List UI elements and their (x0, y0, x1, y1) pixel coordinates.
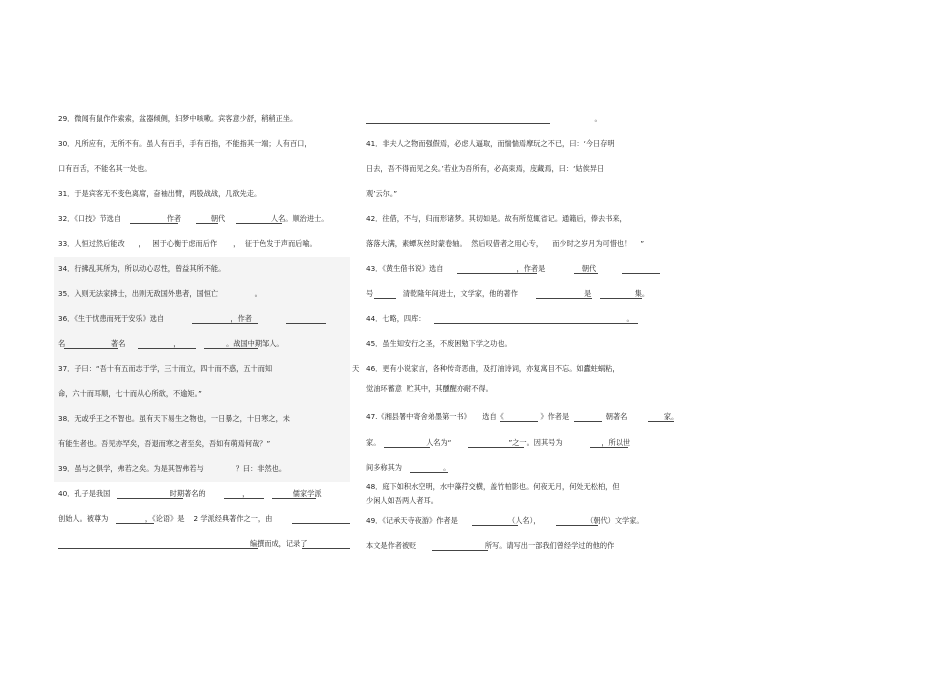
question-37-line2: 命，六十而耳顺，七十而从心所欲，不逾矩。” (58, 389, 202, 398)
question-47-line3: 间多称其为 。 (366, 463, 451, 472)
question-48-line1: 48．庭下如积水空明，水中藻荇交横，盖竹柏影也。何夜无月，何处无松柏，但 (366, 482, 620, 491)
blank-36d[interactable] (138, 348, 196, 349)
blank-36c[interactable] (64, 348, 118, 349)
question-49-line2: 本文是作者被贬 所写。请写出一部我们曾经学过的他的作 (366, 541, 615, 550)
question-29: 29．微闻有鼠作作索索，盆器倾侧，妇梦中咳嗽。宾客意少舒，稍稍正坐。 (58, 114, 298, 123)
question-40-line3: 编撰而成，记录了 (58, 539, 308, 548)
blank-47e[interactable] (468, 447, 524, 448)
blank-44[interactable] (434, 323, 638, 324)
question-33: 33．人恒过然后能改 ， 困于心衡于虑而后作 ， 征于色发于声而后喻。 (58, 239, 317, 248)
question-47-line1: 47.《湘县署中寄舍弟墨第一书》 选自《 》作者是 朝著名 家。 (366, 412, 679, 421)
question-41-line1: 41．非夫人之物而强假焉，必虑人逼取，而惴惴焉摩玩之不已，曰：‘今日存明 (366, 139, 615, 148)
question-32: 32．《口技》节选自 作者 朝代 人名。顺治进士。 (58, 214, 329, 223)
blank-40b[interactable] (224, 498, 264, 499)
question-46-line2: 觉油环蓄意 贮其中，其醺醒亦耐不得。 (366, 384, 493, 393)
question-43-line2: 号 清乾隆年间进士，文学家，他的著作 是 集。 (366, 289, 650, 298)
question-49-line1: 49．《记承天寺夜游》作者是 （人名）， （朝代）文学家。 (366, 516, 644, 525)
question-46-line1: 46．更有小说家言，各种传奇恶曲，及打油诗词，亦复寓目不忘。如蠹蛀蜗粘， (366, 364, 620, 373)
blank-32b[interactable] (196, 223, 218, 224)
question-41-line3: 观’云尔。” (366, 189, 398, 198)
question-48-line2: 少闲人如吾两人者耳。 (366, 496, 438, 505)
question-36-line1: 36．《生于忧患而死于安乐》选自 ，作者 (58, 314, 252, 323)
blank-36a[interactable] (192, 323, 258, 324)
blank-47f[interactable] (590, 447, 628, 448)
question-36-line2: 名 著名 ， 。战国中期邹人。 (58, 339, 284, 348)
blank-43e[interactable] (536, 298, 592, 299)
blank-43c[interactable] (622, 273, 660, 274)
blank-49b[interactable] (556, 525, 598, 526)
question-30-line1: 30．凡所应有，无所不有。虽人有百手，手有百指，不能指其一端；人有百口， (58, 139, 312, 148)
blank-40a[interactable] (117, 498, 183, 499)
blank-36e[interactable] (204, 348, 258, 349)
blank-43f[interactable] (600, 298, 642, 299)
blank-47c[interactable] (648, 421, 674, 422)
blank-43d[interactable] (374, 298, 396, 299)
blank-40d[interactable] (116, 523, 154, 524)
question-40-line1: 40．孔子是我国 时期著名的 ， 儒家学派 (58, 489, 322, 498)
blank-40h[interactable] (366, 123, 550, 124)
question-38-line1: 38．无或乎王之不智也。虽有天下易生之物也，一日暴之，十日寒之，未 (58, 414, 290, 423)
question-42-line1: 42．往借，不与，归而形诸梦。其切如是。故有所览辄省记。通籍后，俸去书来， (366, 214, 627, 223)
blank-49c[interactable] (432, 550, 488, 551)
question-40-continuation: 。 (366, 114, 602, 123)
blank-32a[interactable] (130, 223, 178, 224)
blank-43b[interactable] (574, 273, 598, 274)
blank-36b[interactable] (286, 323, 326, 324)
question-37-line1: 37．子曰：“吾十有五而志于学，三十而立，四十而不惑，五十而知 天 (58, 364, 360, 373)
blank-47b[interactable] (574, 421, 602, 422)
blank-49a[interactable] (472, 525, 518, 526)
blank-40e[interactable] (292, 523, 350, 524)
question-39: 39．虽与之俱学，弗若之矣。为是其智弗若与 ？曰：非然也。 (58, 464, 287, 473)
blank-47d[interactable] (384, 447, 430, 448)
blank-47a[interactable] (500, 421, 538, 422)
blank-43a[interactable] (457, 273, 537, 274)
question-43-line1: 43．《黄生借书说》选自 ，作者是 朝代 (366, 264, 597, 273)
question-42-line2: 落落大满，素蟫灰丝时蒙卷轴。 然后叹借者之用心专， 而少时之岁月为可惜也！ ” (366, 239, 645, 248)
question-31: 31．于是宾客无不变色离席，奋袖出臂，两股战战，几欲先走。 (58, 189, 262, 198)
blank-40g[interactable] (302, 548, 350, 549)
question-47-line2: 家。 人名为“ ”之一。因其号为 ，所以世 (366, 438, 631, 447)
question-35: 35．入则无法家拂士，出则无敌国外患者，国恒亡 。 (58, 289, 262, 298)
question-45: 45．虽生知安行之圣，不废困勉下学之功也。 (366, 339, 512, 348)
blank-47g[interactable] (410, 472, 448, 473)
question-41-line2: 日去，吾不得而见之矣。’若业为吾所有，必高束焉，庋藏焉，曰：‘姑俟异日 (366, 164, 605, 173)
question-40-line2: 创始人。被尊为 ，《论语》是 2 学派经典著作之一，由 (58, 514, 273, 523)
question-44: 44．七略，四库： 。 (366, 314, 634, 323)
blank-40f[interactable] (58, 548, 258, 549)
question-30-line2: 口有百舌，不能名其一处也。 (58, 164, 152, 173)
question-38-line2: 有能生者也。吾见亦罕矣，吾退而寒之者至矣，吾如有萌焉何哉？” (58, 439, 271, 448)
blank-40c[interactable] (272, 498, 316, 499)
blank-32c[interactable] (236, 223, 282, 224)
question-34: 34．行拂乱其所为，所以动心忍性，曾益其所不能。 (58, 264, 226, 273)
